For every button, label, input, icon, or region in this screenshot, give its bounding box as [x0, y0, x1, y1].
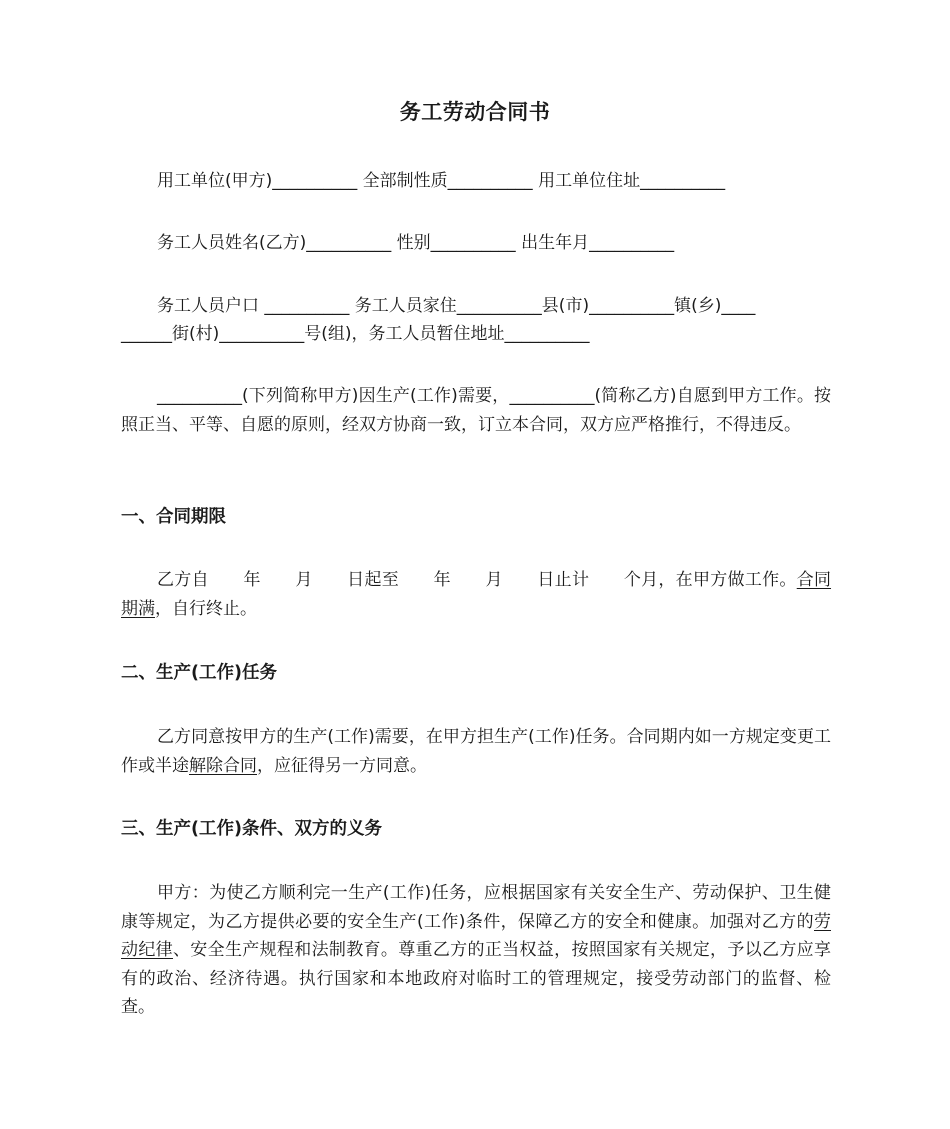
contract-term-text-end: ，自行终止。 [155, 598, 257, 619]
section-heading-contract-term: 一、合同期限 [121, 507, 226, 527]
intro-paragraph: __________(下列简称甲方)因生产(工作)需要，__________(简称乙方)自愿到甲方工作。按照正当、平等、自愿的原则，经双方协商一致，订立本合同，双方应严格推行，不得违反。 [121, 386, 831, 435]
contract-expiry-link[interactable]: 合同期满 [121, 570, 832, 619]
contract-term-paragraph [121, 566, 831, 623]
obligations-text: 甲方：为使乙方顺利完一生产(工作)任务，应根据国家有关安全生产、劳动保护、卫生健康等规定，为乙方提供必要的安全生产(工作)条件，保障乙方的安全和健康。加强对乙方的 [121, 883, 831, 932]
work-task-paragraph [121, 723, 831, 780]
contract-term-text: 乙方自 年 月 日起至 年 月 日止计 个月，在甲方做工作。 [157, 570, 797, 590]
section-heading-conditions-obligations: 三、生产(工作)条件、双方的义务 [121, 819, 382, 839]
worker-info-line: 务工人员姓名(乙方)__________ 性别__________ 出生年月__________ [157, 233, 675, 253]
employer-info-line: 用工单位(甲方)__________ 全部制性质__________ 用工单位住址__________ [157, 171, 726, 191]
labor-discipline-link[interactable]: 劳动纪律 [121, 911, 831, 960]
section-heading-work-task: 二、生产(工作)任务 [121, 663, 277, 683]
obligations-paragraph [121, 879, 831, 1022]
document-title: 务工劳动合同书 [399, 100, 551, 124]
worker-residence-line-continued: ______街(村)__________号(组)，务工人员暂住地址__________ [121, 324, 590, 344]
obligations-text-end: 、安全生产规程和法制教育。尊重乙方的正当权益，按照国家有关规定，予以乙方应享有的政治、经济待遇。执行国家和本地政府对临时工的管理规定，接受劳动部门的监督、检查。 [121, 940, 832, 1017]
work-task-text-end: ，应征得另一方同意。 [257, 755, 427, 776]
work-task-text: 乙方同意按甲方的生产(工作)需要，在甲方担生产(工作)任务。合同期内如一方规定变更工作或半途 [121, 727, 831, 776]
worker-residence-line: 务工人员户口 __________ 务工人员家住__________县(市)__________镇(乡)____ [157, 296, 756, 316]
terminate-contract-link[interactable]: 解除合同 [189, 755, 257, 776]
